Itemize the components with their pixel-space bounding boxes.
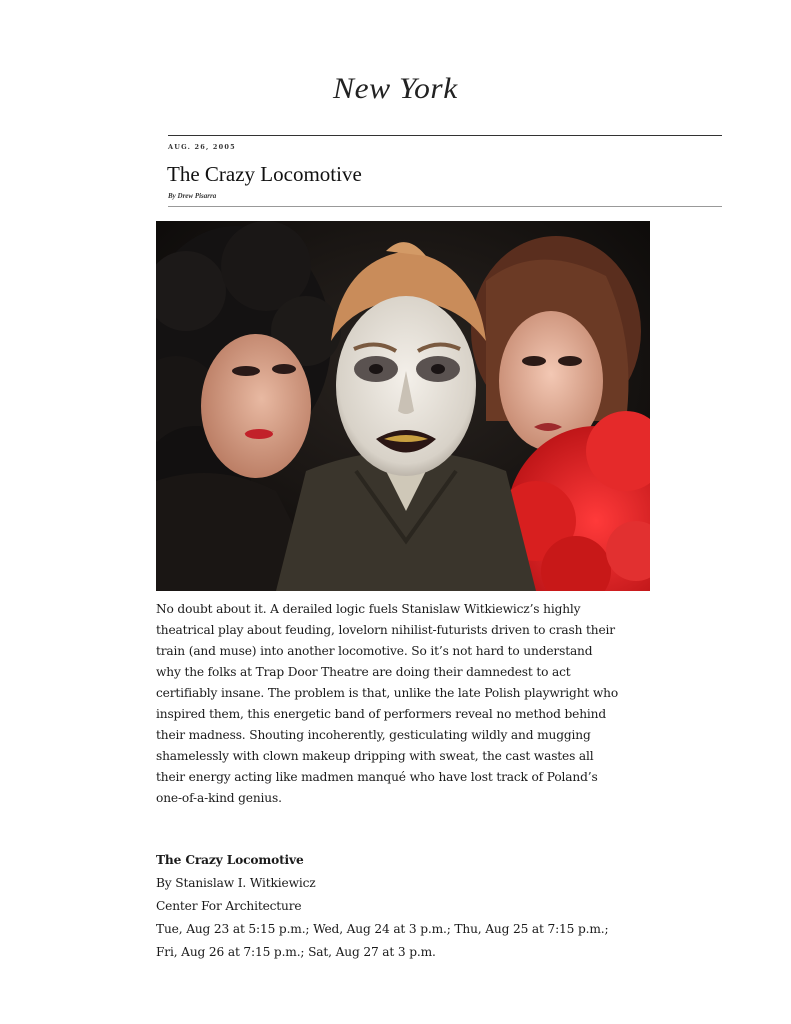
header-rule	[168, 135, 722, 136]
show-listing	[156, 849, 656, 964]
article-body	[156, 599, 646, 809]
body-line: inspired them, this energetic band of performers reveal no method behind	[156, 707, 606, 721]
article-byline: By Drew Pisarra	[168, 192, 217, 200]
body-line: one-of-a-kind genius.	[156, 791, 282, 805]
new-york-logo: New York	[333, 72, 458, 105]
listing-schedule-line-1: Tue, Aug 23 at 5:15 p.m.; Wed, Aug 24 at 3 p.m.; Thu, Aug 25 at 7:15 p.m.;	[156, 922, 609, 936]
body-line: train (and muse) into another locomotive. So it’s not hard to understand	[156, 644, 593, 658]
body-line: why the folks at Trap Door Theatre are doing their damnedest to act	[156, 665, 571, 679]
body-line: their energy acting like madmen manqué who have lost track of Poland’s	[156, 770, 598, 784]
body-line: their madness. Shouting incoherently, gesticulating wildly and mugging	[156, 728, 591, 742]
body-line: theatrical play about feuding, lovelorn nihilist-futurists driven to crash their	[156, 623, 615, 637]
body-line: shamelessly with clown makeup dripping with sweat, the cast wastes all	[156, 749, 594, 763]
listing-author: By Stanislaw I. Witkiewicz	[156, 876, 316, 890]
body-line: certifiably insane. The problem is that, unlike the late Polish playwright who	[156, 686, 619, 700]
article-title: The Crazy Locomotive	[167, 162, 362, 186]
listing-schedule-line-2: Fri, Aug 26 at 7:15 p.m.; Sat, Aug 27 at 3 p.m.	[156, 945, 436, 959]
masthead	[0, 72, 791, 106]
byline-rule	[168, 206, 722, 207]
photo-illustration	[156, 221, 650, 591]
listing-title: The Crazy Locomotive	[156, 853, 304, 867]
article-photo	[156, 221, 650, 591]
body-line: No doubt about it. A derailed logic fuels Stanislaw Witkiewicz’s highly	[156, 602, 581, 616]
listing-venue: Center For Architecture	[156, 899, 302, 913]
article-date: AUG. 26, 2005	[168, 143, 236, 151]
